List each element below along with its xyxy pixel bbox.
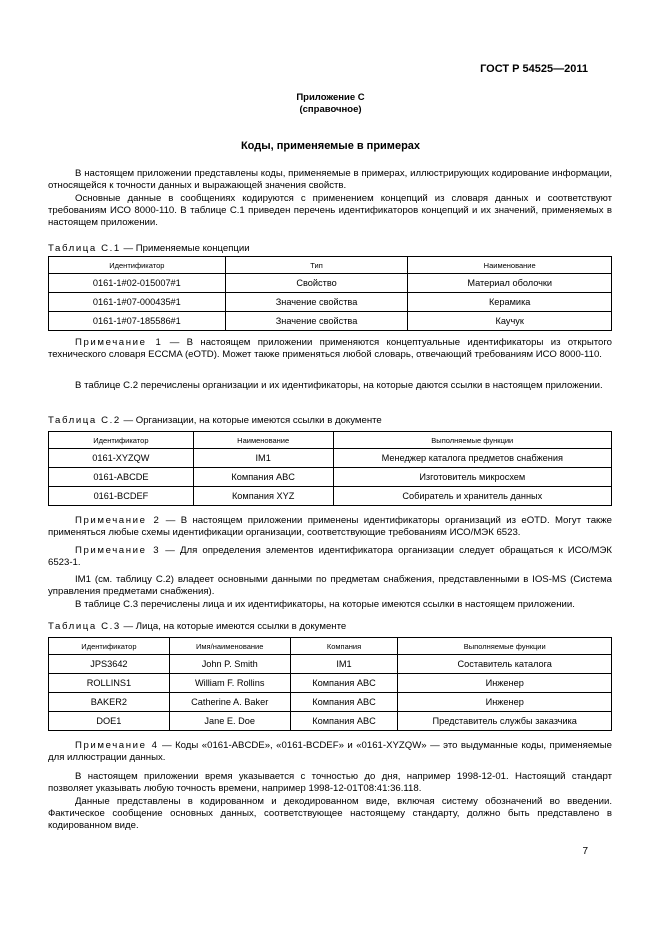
- table-row: [49, 487, 612, 506]
- table-header-row: [49, 432, 612, 449]
- table2-caption-text: — Организации, на которые имеются ссылки в документе: [120, 415, 382, 426]
- note-4-text: — Коды «0161-ABCDE», «0161-BCDEF» и «0161-XYZQW» — это выдуманные коды, применяемые для иллюстрации данных.: [48, 740, 612, 764]
- concepts-table: [48, 256, 612, 331]
- note-2-label: Примечание 2: [75, 515, 161, 526]
- table3-caption: [48, 621, 346, 632]
- table3-label: Таблица С.3: [48, 621, 121, 632]
- table-row: [49, 274, 612, 293]
- table-row: [49, 468, 612, 487]
- note-1-label: Примечание 1: [75, 337, 163, 348]
- page-number: 7: [582, 846, 588, 857]
- note-1-text: — В настоящем приложении применяются концептуальные идентификаторы из открытого технического словаря ECCMA (eOTD). Может также применяться любой словарь, отвечающий требованиям ИСО 8000-110.: [48, 337, 612, 361]
- note-3: [48, 545, 612, 569]
- table3-caption-text: — Лица, на которые имеются ссылки в документе: [120, 621, 347, 632]
- table-cell: Значение свойства: [225, 293, 408, 312]
- annex-title: Приложение С: [296, 92, 365, 103]
- table-cell: Менеджер каталога предметов снабжения: [333, 449, 611, 468]
- paragraph-im1: IM1 (см. таблицу С.2) владеет основными данными по предметам снабжения, представленными в IOS-MS (Система управления предметами снабжения).: [48, 574, 612, 598]
- table-cell: 0161-XYZQW: [49, 449, 194, 468]
- table1-label: Таблица С.1: [48, 243, 121, 254]
- table-cell: Представитель службы заказчика: [398, 712, 612, 731]
- table1-caption-text: — Применяемые концепции: [120, 243, 250, 254]
- table-cell: Компания ABC: [290, 674, 398, 693]
- table2-label: Таблица С.2: [48, 415, 121, 426]
- table-cell: Catherine A. Baker: [169, 693, 290, 712]
- annex-type: (справочное): [299, 104, 362, 115]
- table-cell: Керамика: [408, 293, 612, 312]
- table-header-cell: Идентификатор: [49, 257, 226, 274]
- table-cell: IM1: [193, 449, 333, 468]
- table-header-cell: Идентификатор: [49, 638, 170, 655]
- table-cell: Изготовитель микросхем: [333, 468, 611, 487]
- note-2-text: — В настоящем приложении применены идентификаторы организаций из eOTD. Могут также применяться любые схемы идентификации организации, соответствующие требованиям ИСО/МЭК 6523.: [48, 515, 613, 539]
- table-cell: Составитель каталога: [398, 655, 612, 674]
- table-cell: ROLLINS1: [49, 674, 170, 693]
- note-1: [48, 337, 612, 361]
- table-cell: Инженер: [398, 693, 612, 712]
- paragraph-dictionary: Основные данные в сообщениях кодируются с применением концепций из словаря данных и соответствуют требованиям ИСО 8000-110. В таблице С.1 приведен перечень идентификаторов концепций и их значений, применяемых в настоящем приложении.: [48, 193, 612, 229]
- table-cell: William F. Rollins: [169, 674, 290, 693]
- organizations-table: [48, 431, 612, 506]
- table-cell: 0161-1#07-185586#1: [49, 312, 226, 331]
- table-header-cell: Наименование: [408, 257, 612, 274]
- table1-caption: [48, 243, 250, 254]
- note-4: [48, 740, 612, 764]
- table-header-cell: Идентификатор: [49, 432, 194, 449]
- table-cell: Каучук: [408, 312, 612, 331]
- table-cell: BAKER2: [49, 693, 170, 712]
- table-header-cell: Имя/наименование: [169, 638, 290, 655]
- table-cell: Свойство: [225, 274, 408, 293]
- note-3-label: Примечание 3: [75, 545, 161, 556]
- paragraph-persons: В таблице С.3 перечислены лица и их идентификаторы, на которые имеются ссылки в настоящем приложении.: [75, 599, 575, 610]
- table-cell: Компания ABC: [290, 712, 398, 731]
- table-row: [49, 293, 612, 312]
- persons-table: [48, 637, 612, 731]
- table-header-row: [49, 638, 612, 655]
- note-4-label: Примечание 4: [75, 740, 159, 751]
- table-row: [49, 693, 612, 712]
- note-2: [48, 515, 612, 539]
- table-cell: JPS3642: [49, 655, 170, 674]
- table-cell: 0161-1#02-015007#1: [49, 274, 226, 293]
- table-row: [49, 655, 612, 674]
- table-cell: IM1: [290, 655, 398, 674]
- table-header-cell: Наименование: [193, 432, 333, 449]
- table-cell: Компания ABC: [193, 468, 333, 487]
- table-row: [49, 449, 612, 468]
- paragraph-encoding: Данные представлены в кодированном и декодированном виде, включая систему обозначений во введении. Фактическое сообщение основных данных, соответствующее настоящему стандарту, должно быть представлено в кодированном виде.: [48, 796, 612, 832]
- table-cell: John P. Smith: [169, 655, 290, 674]
- table-cell: Значение свойства: [225, 312, 408, 331]
- table-header-cell: Компания: [290, 638, 398, 655]
- table-row: [49, 312, 612, 331]
- note-3-text: — Для определения элементов идентификатора организации следует обращаться к ИСО/МЭК 6523-1.: [48, 545, 612, 569]
- table-cell: Материал оболочки: [408, 274, 612, 293]
- paragraph-time-precision: В настоящем приложении время указывается с точностью до дня, например 1998-12-01. Настоящий стандарт позволяет указывать любую точность времени, например 1998-12-01T08:41:36.118.: [48, 771, 612, 795]
- table-cell: Jane E. Doe: [169, 712, 290, 731]
- table-cell: 0161-1#07-000435#1: [49, 293, 226, 312]
- table-header-row: [49, 257, 612, 274]
- table-cell: 0161-BCDEF: [49, 487, 194, 506]
- table-cell: Инженер: [398, 674, 612, 693]
- standard-header: ГОСТ Р 54525—2011: [480, 63, 588, 75]
- table-cell: 0161-ABCDE: [49, 468, 194, 487]
- table2-caption: [48, 415, 382, 426]
- table-row: [49, 712, 612, 731]
- table-cell: Компания XYZ: [193, 487, 333, 506]
- table-cell: Собиратель и хранитель данных: [333, 487, 611, 506]
- table-cell: DOE1: [49, 712, 170, 731]
- table-cell: Компания ABC: [290, 693, 398, 712]
- table-header-cell: Выполняемые функции: [398, 638, 612, 655]
- table-header-cell: Выполняемые функции: [333, 432, 611, 449]
- paragraph-organizations: В таблице С.2 перечислены организации и их идентификаторы, на которые даются ссылки в настоящем приложении.: [75, 380, 603, 391]
- table-header-cell: Тип: [225, 257, 408, 274]
- section-title: Коды, применяемые в примерах: [240, 140, 421, 152]
- table-row: [49, 674, 612, 693]
- paragraph-intro: В настоящем приложении представлены коды, применяемые в примерах, иллюстрирующих кодирование информации, относящейся к точности данных и выражающей значения свойств.: [48, 168, 612, 192]
